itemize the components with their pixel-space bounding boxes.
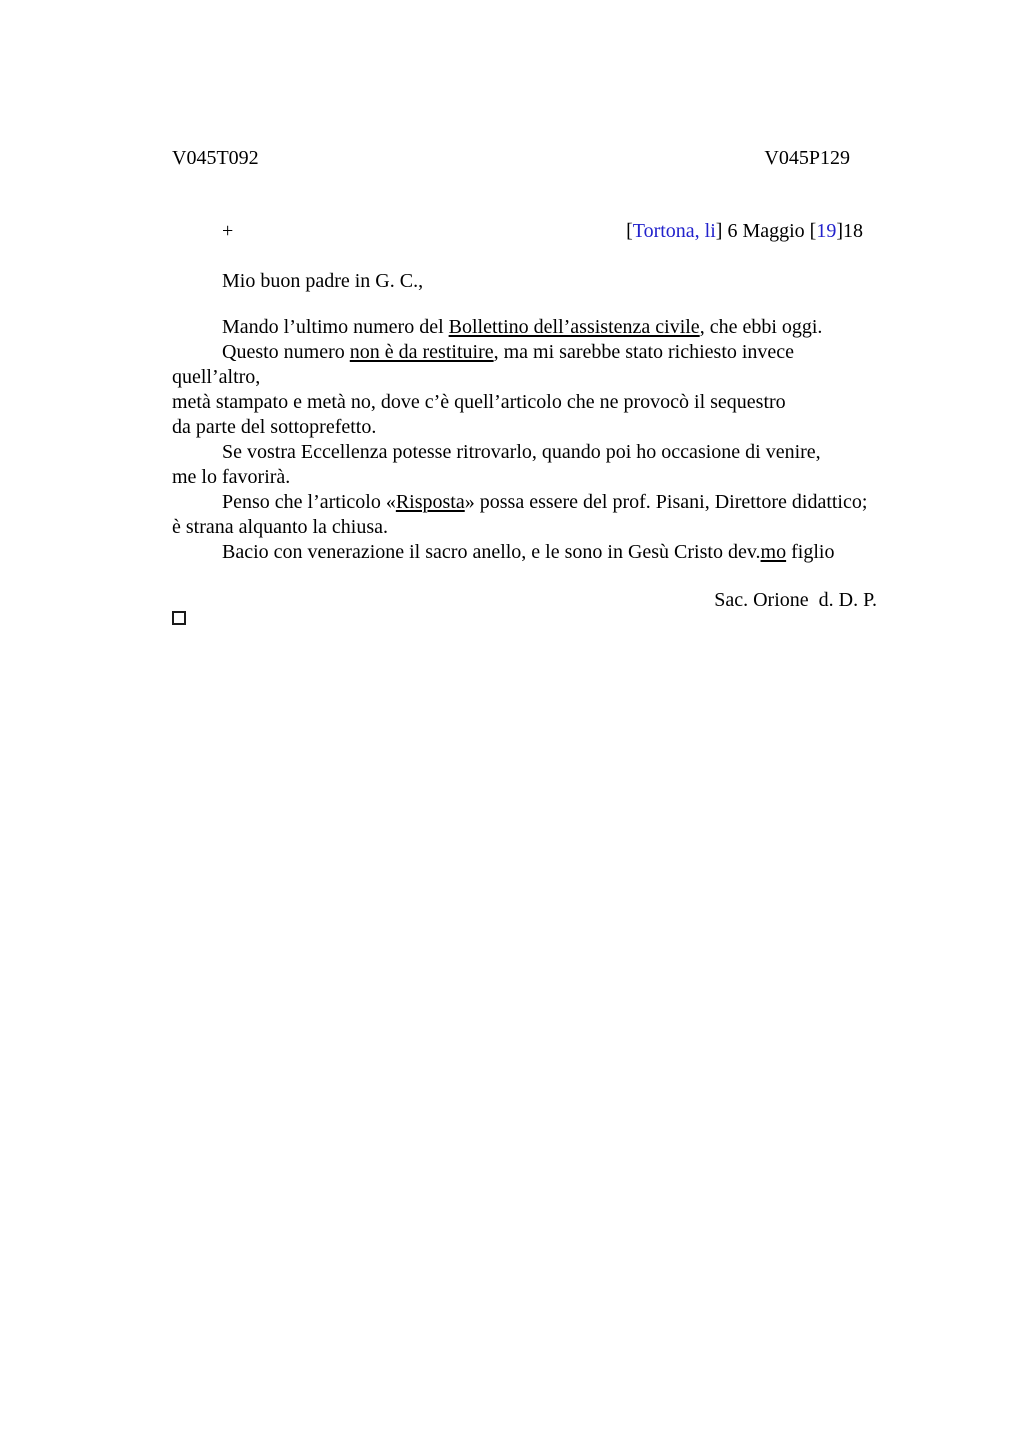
body-text: Mando l’ultimo numero del bbox=[222, 316, 449, 338]
body-line-9 bbox=[172, 515, 912, 540]
body-text: Se vostra Eccellenza potesse ritrovarlo, quando poi ho occasione di venire, bbox=[222, 441, 821, 463]
body-text: Bacio con venerazione il sacro anello, e le sono in Gesù Cristo dev. bbox=[222, 541, 761, 563]
body-line-10 bbox=[172, 540, 912, 565]
body-text: è strana alquanto la chiusa. bbox=[172, 516, 389, 538]
underlined-abbreviation-suffix: mo bbox=[760, 541, 787, 563]
body-line-2 bbox=[172, 340, 912, 365]
body-text: » possa essere del prof. Pisani, Direttore didattico; bbox=[464, 491, 868, 513]
body-text: , ma mi sarebbe stato richiesto invece bbox=[493, 341, 795, 363]
body-text: quell’altro, bbox=[172, 366, 261, 388]
date-bracket-open: [ bbox=[626, 220, 633, 242]
signature: Sac. Orione d. D. P. bbox=[714, 589, 877, 611]
body-line-1 bbox=[172, 315, 912, 340]
body-line-3 bbox=[172, 365, 912, 390]
underlined-phrase: non è da restituire bbox=[349, 341, 494, 363]
salutation: Mio buon padre in G. C., bbox=[222, 270, 424, 292]
salutation-line bbox=[172, 269, 912, 294]
underlined-bulletin-title: Bollettino dell’assistenza civile bbox=[448, 316, 700, 338]
dateline-row bbox=[172, 219, 912, 244]
body-line-5 bbox=[172, 415, 912, 440]
body-line-8 bbox=[172, 490, 912, 515]
body-text: da parte del sottoprefetto. bbox=[172, 416, 377, 438]
dateline-text bbox=[626, 219, 863, 244]
date-middle: ] 6 Maggio [ bbox=[715, 220, 817, 242]
body-line-7 bbox=[172, 465, 912, 490]
body-line-6 bbox=[172, 440, 912, 465]
body-text: metà stampato e metà no, dove c’è quell’articolo che ne provocò il sequestro bbox=[172, 391, 786, 413]
header-row bbox=[172, 146, 912, 171]
body-text: , che ebbi oggi. bbox=[699, 316, 823, 338]
place-insertion: Tortona, li bbox=[632, 220, 716, 242]
body-line-4 bbox=[172, 390, 912, 415]
year-insertion: 19 bbox=[816, 220, 837, 242]
date-tail: ]18 bbox=[836, 220, 863, 242]
body-text: Questo numero bbox=[222, 341, 350, 363]
body-text: figlio bbox=[786, 541, 835, 563]
underlined-article-title: Risposta bbox=[395, 491, 465, 513]
header-left-code: V045T092 bbox=[172, 147, 259, 169]
empty-square-glyph bbox=[172, 611, 186, 625]
body-text: Penso che l’articolo « bbox=[222, 491, 396, 513]
cross-mark: + bbox=[222, 220, 234, 242]
header-right-code: V045P129 bbox=[764, 147, 850, 169]
body-text: me lo favorirà. bbox=[172, 466, 291, 488]
